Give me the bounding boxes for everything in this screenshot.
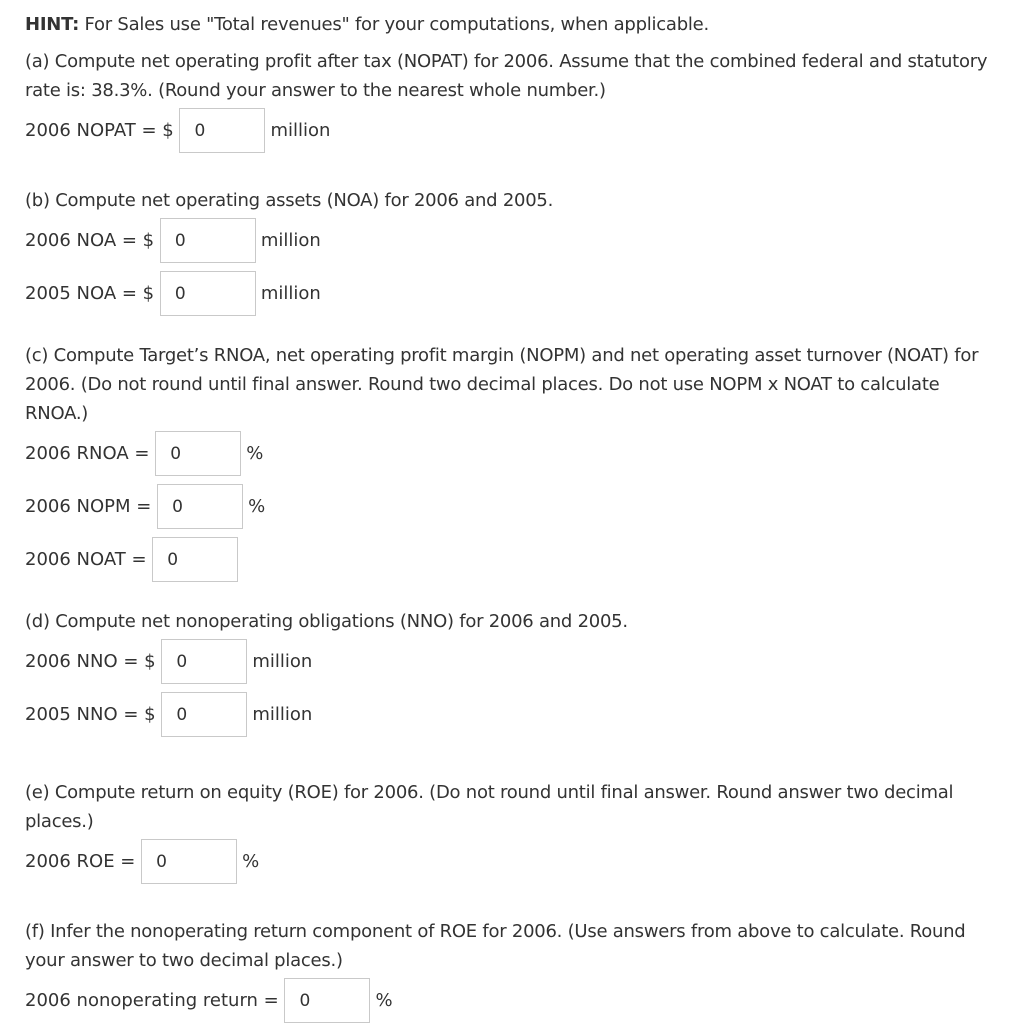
roe-input[interactable] (141, 839, 237, 884)
nonop-input[interactable] (284, 978, 370, 1023)
roe-label: 2006 ROE = (25, 851, 142, 872)
nno-2005-label: 2005 NNO = $ (25, 704, 162, 725)
noa-2005-label: 2005 NOA = $ (25, 283, 160, 304)
nno-2005-row (25, 691, 1000, 738)
hint (25, 10, 1000, 39)
noa-2006-row (25, 217, 1000, 264)
rnoa-input[interactable] (155, 431, 241, 476)
noat-input[interactable] (152, 537, 238, 582)
hint-text: For Sales use "Total revenues" for your computations, when applicable. (79, 14, 709, 35)
hint-label: HINT: (25, 14, 80, 35)
nopm-row (25, 483, 1000, 530)
nopm-input[interactable] (157, 484, 243, 529)
nno-2006-unit: million (252, 651, 313, 672)
nno-2006-label: 2006 NNO = $ (25, 651, 162, 672)
nonop-unit: % (375, 990, 393, 1011)
noa-2006-unit: million (260, 230, 321, 251)
nopat-unit: million (270, 120, 331, 141)
noat-label: 2006 NOAT = (25, 549, 153, 570)
nopat-row (25, 107, 1000, 154)
nopm-unit: % (248, 496, 266, 517)
noat-row (25, 536, 1000, 583)
question-a: (a) Compute net operating profit after tax (NOPAT) for 2006. Assume that the combined federal and statutory rate is: 38.3%. (Round your answer to the nearest whole number.) (25, 51, 988, 101)
nopat-input[interactable] (179, 108, 265, 153)
noa-2006-input[interactable] (160, 218, 256, 263)
nno-2006-row (25, 638, 1000, 685)
nno-2005-input[interactable] (161, 692, 247, 737)
question-d: (d) Compute net nonoperating obligations (NNO) for 2006 and 2005. (25, 611, 628, 632)
nno-2005-unit: million (252, 704, 313, 725)
rnoa-row (25, 430, 1000, 477)
rnoa-unit: % (246, 443, 264, 464)
nonop-row (25, 977, 1000, 1024)
noa-2006-label: 2006 NOA = $ (25, 230, 160, 251)
rnoa-label: 2006 RNOA = (25, 443, 156, 464)
roe-row (25, 838, 1000, 885)
question-b: (b) Compute net operating assets (NOA) for 2006 and 2005. (25, 190, 554, 211)
question-c: (c) Compute Target’s RNOA, net operating profit margin (NOPM) and net operating asset turnover (NOAT) for 2006. (Do not round until final answer. Round two decimal places. Do not use NOPM x NOAT to calculate RNOA.) (25, 345, 979, 424)
noa-2005-input[interactable] (160, 271, 256, 316)
noa-2005-unit: million (260, 283, 321, 304)
nno-2006-input[interactable] (161, 639, 247, 684)
noa-2005-row (25, 270, 1000, 317)
nopat-label: 2006 NOPAT = $ (25, 120, 180, 141)
question-f: (f) Infer the nonoperating return component of ROE for 2006. (Use answers from above to calculate. Round your answer to two decimal places.) (25, 921, 966, 971)
nopm-label: 2006 NOPM = (25, 496, 158, 517)
nonop-label: 2006 nonoperating return = (25, 990, 285, 1011)
roe-unit: % (242, 851, 260, 872)
question-e: (e) Compute return on equity (ROE) for 2006. (Do not round until final answer. Round answer two decimal places.) (25, 782, 954, 832)
